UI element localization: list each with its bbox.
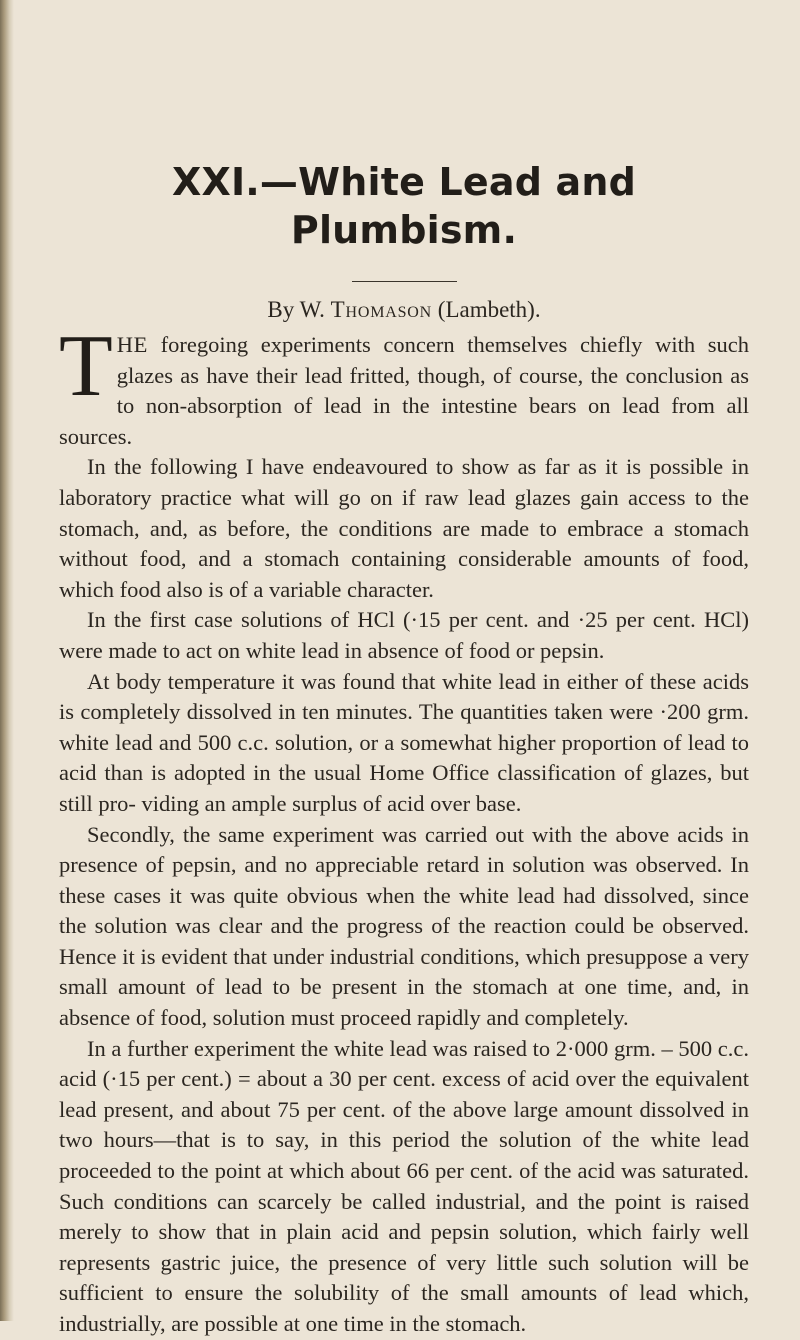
paragraph-1-text: foregoing experiments concern themselves chiefly with such glazes as have their lead fritted, though, of course, the conclusion as to non-absorption of lead in the intestine bears on lead from all sources. xyxy=(59,332,749,449)
paragraph-5: Secondly, the same experiment was carried out with the above acids in presence of pepsin, and no appreciable retard in solution was observed. In these cases it was quite obvious when the white lead had dissolved, since the solution was clear and the progress of the reaction could be observed. Hence it is evident that under industrial conditions, which presuppose a very small amount of lead to be present in the stomach at one time, and, in absence of food, solution must proceed rapidly and completely. xyxy=(59,821,749,1031)
page-edge-shadow xyxy=(0,0,14,1321)
byline xyxy=(59,294,749,325)
article xyxy=(59,158,749,1340)
first-word-rest: HE xyxy=(116,332,148,357)
title-rule xyxy=(352,281,457,282)
paragraph-6: In a further experiment the white lead was raised to 2·000 grm. – 500 c.c. acid (·15 per cent.) = about a 30 per cent. excess of acid over the equivalent lead present, and about 75 per cent. of the above large amount dissolved in two hours—that is to say, in this period the solution of the white lead proceeded to the point at which about 66 per cent. of the acid was saturated. Such conditions can scarcely be called industrial, and the point is raised merely to show that in plain acid and pepsin solution, which fairly well represents gastric juice, the presence of very little such solution will be sufficient to ensure the solubility of the small amounts of lead which, industrially, are possible at one time in the stomach. xyxy=(59,1035,749,1336)
byline-author-name: Thomason xyxy=(330,297,433,322)
byline-suffix: (Lambeth). xyxy=(437,297,541,322)
byline-prefix: By W. xyxy=(267,297,325,322)
paragraph-2: In the following I have endeavoured to show as far as it is possible in laboratory practice what will go on if raw lead glazes gain access to the stomach, and, as before, the conditions are made to embrace a stomach without food, and a stomach containing considerable amounts of food, which food also is of a variable character. xyxy=(59,454,749,602)
paragraph-1 xyxy=(59,318,749,452)
paragraph-3: In the first case solutions of HCl (·15 per cent. and ·25 per cent. HCl) were made to act on white lead in absence of food or pepsin. xyxy=(59,607,749,663)
drop-cap: T xyxy=(59,318,113,415)
paragraph-4: At body temperature it was found that white lead in either of these acids is completely dissolved in ten minutes. The quantities taken were ·200 grm. white lead and 500 c.c. solution, or a somewhat higher proportion of lead to acid than is adopted in the usual Home Office classification of glazes, but still pro- viding an ample surplus of acid over base. xyxy=(59,668,749,816)
article-title: XXI.—White Lead and Plumbism. xyxy=(171,160,637,252)
article-body xyxy=(59,318,749,1340)
